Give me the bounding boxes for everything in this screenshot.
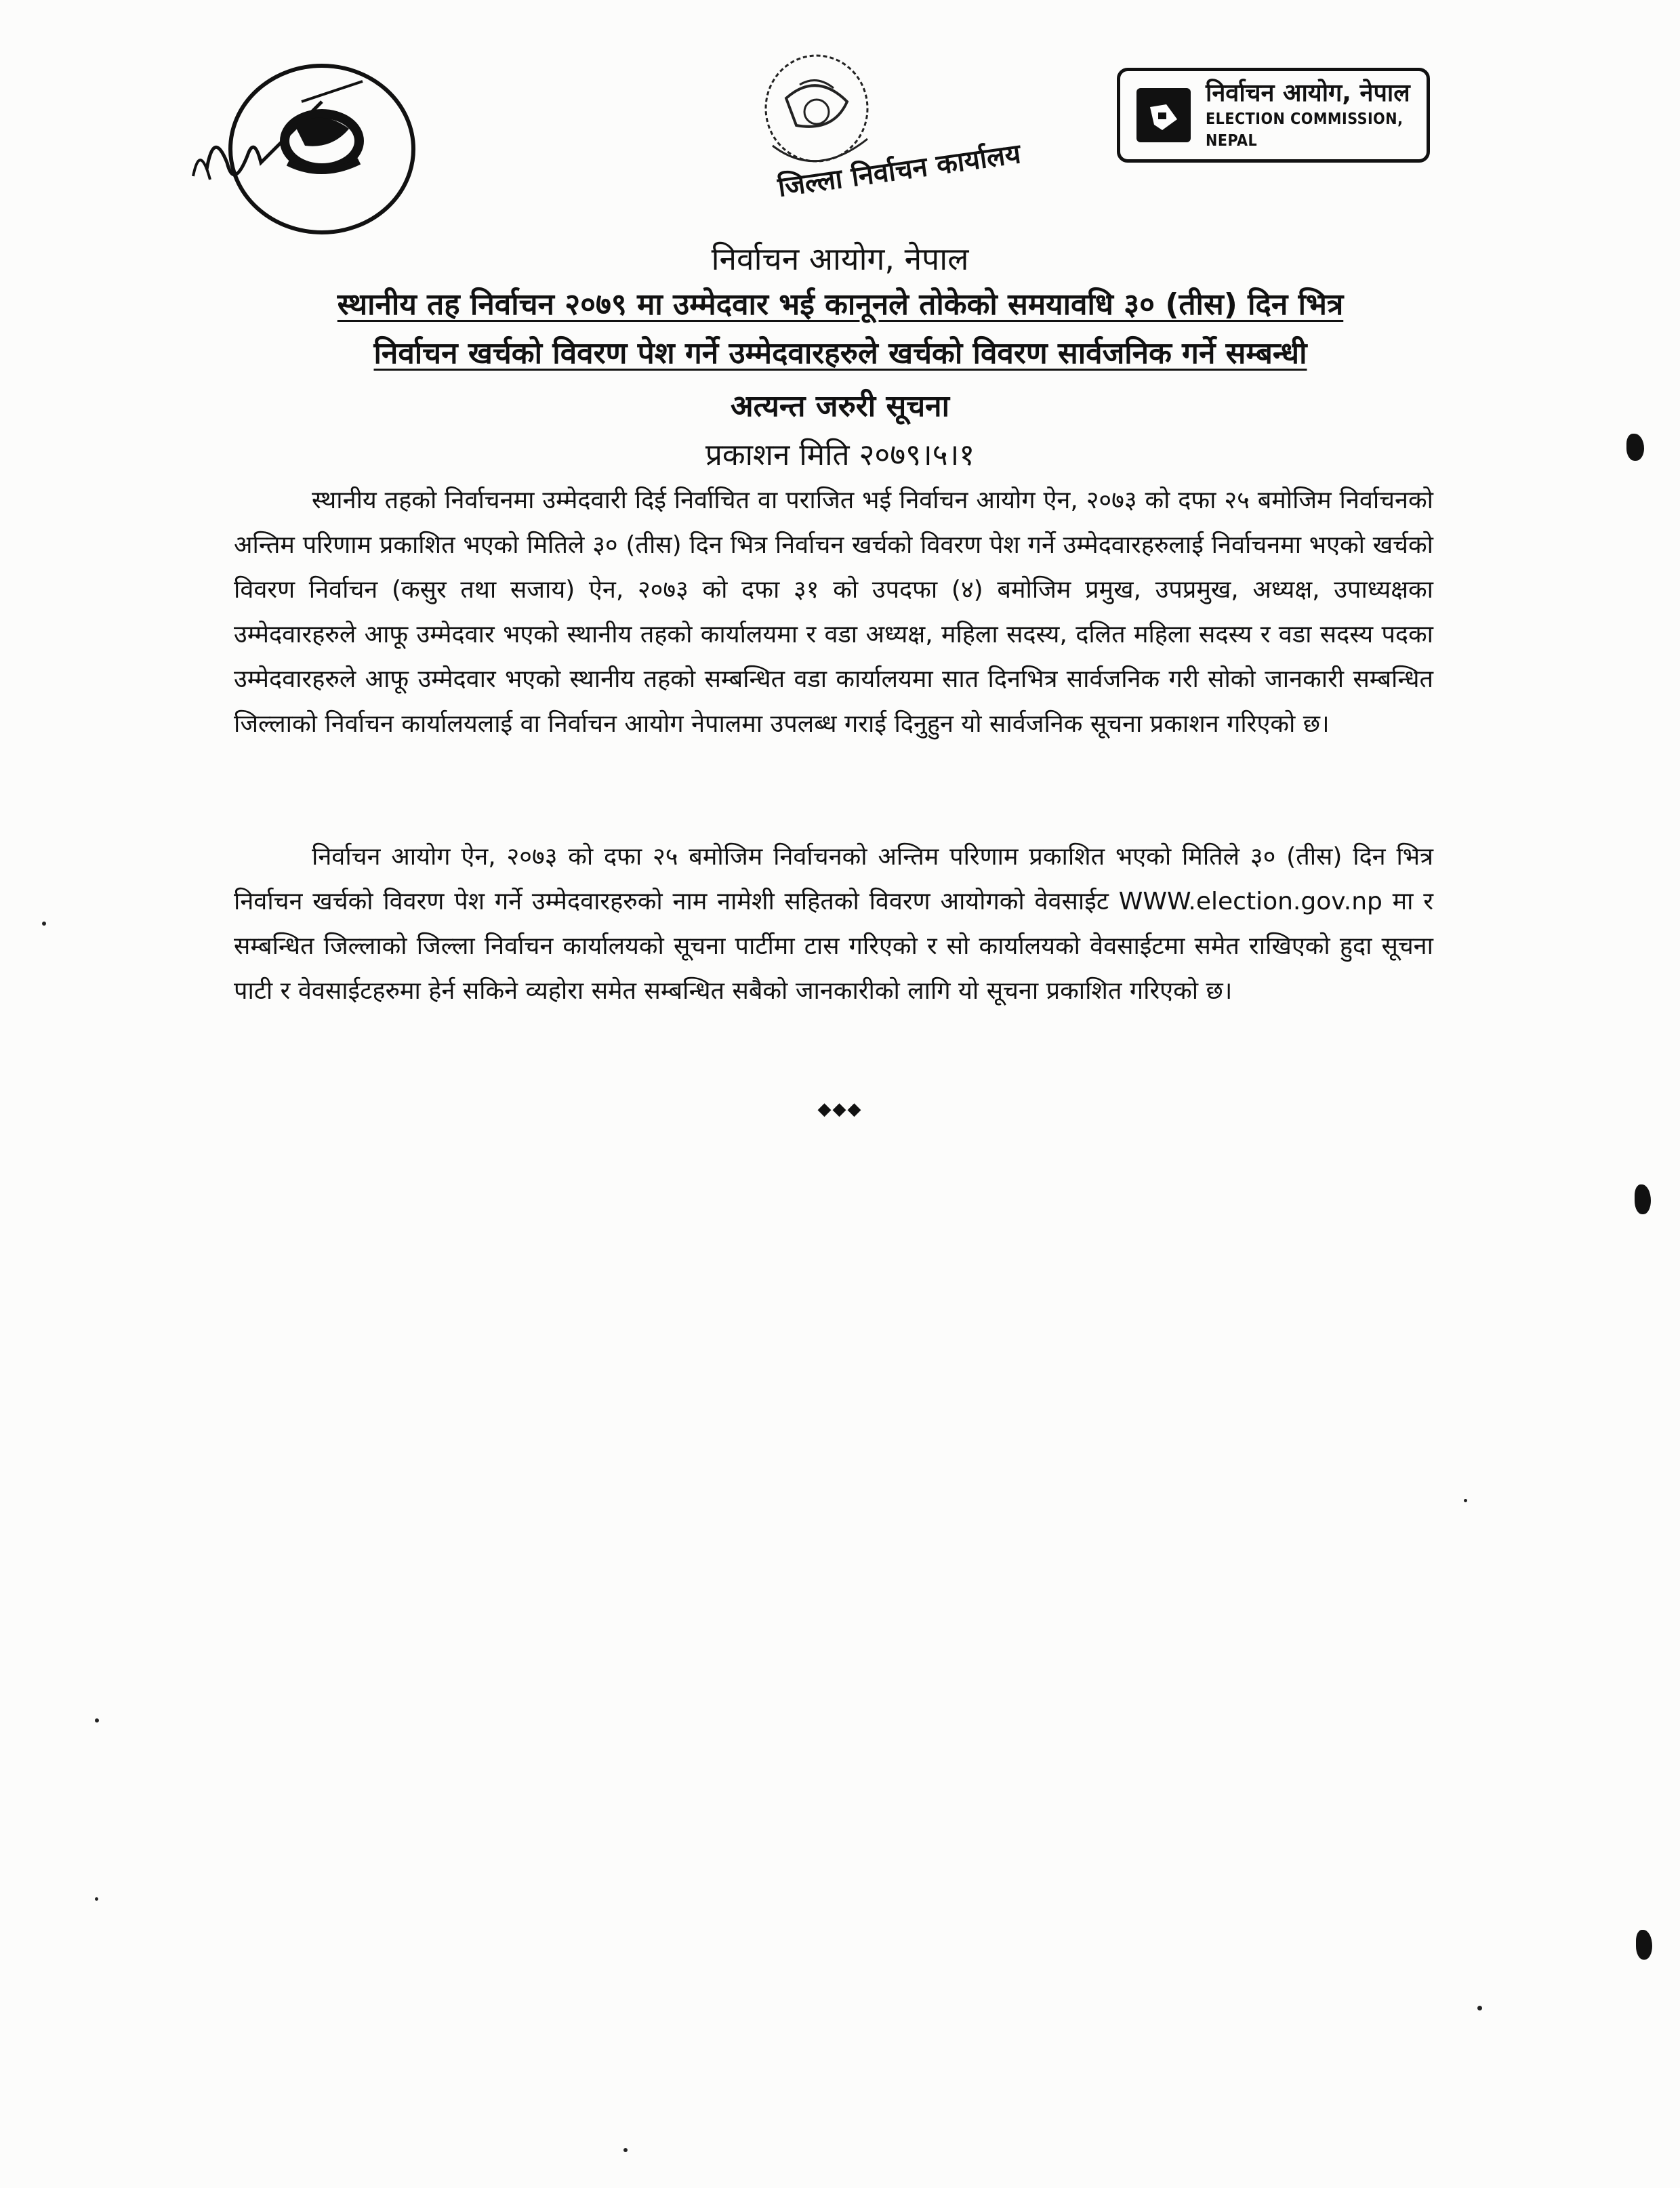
district-office-seal (732, 44, 1023, 241)
urgent-notice-heading: अत्यन्त जरुरी सूचना (730, 389, 950, 424)
scan-speck (42, 922, 46, 926)
scan-speck (95, 1718, 99, 1722)
scan-speck (1477, 2006, 1482, 2010)
ec-logo-icon (1136, 88, 1191, 142)
seal-text: जिल्ला निर्वाचन कार्यालय (775, 138, 1023, 203)
election-commission-logo (1117, 68, 1430, 163)
notice-paragraph-1: स्थानीय तहको निर्वाचनमा उम्मेदवारी दिई निर्वाचित वा पराजित भई निर्वाचन आयोग ऐन, २०७३ को दफा २५ बमोजिम निर्वाचनको अन्तिम परिणाम प्रकाशित भएको मितिले ३० (तीस) दिन भित्र निर्वाचन खर्चको विवरण पेश गर्ने उम्मेदवारहरुलाई निर्वाचनमा भएको खर्चको विवरण निर्वाचन (कसुर तथा सजाय) ऐन, २०७३ को दफा ३१ को उपदफा (४) बमोजिम प्रमुख, उपप्रमुख, अध्यक्ष, उपाध्यक्षका उम्मेदवारहरुले आफू उम्मेदवार भएको स्थानीय तहको कार्यालयमा र वडा अध्यक्ष, महिला सदस्य, दलित महिला सदस्य र वडा सदस्य पदका उम्मेदवारहरुले आफू उम्मेदवार भएको स्थानीय तहको सम्बन्धित वडा कार्यालयमा सात दिनभित्र सार्वजनिक गरी सोको जानकारी सम्बन्धित जिल्लाको निर्वाचन कार्यालयलाई वा निर्वाचन आयोग नेपालमा उपलब्ध गराई दिनुहुन यो सार्वजनिक सूचना प्रकाशन गरिएको छ। (234, 487, 1433, 738)
publication-date: प्रकाशन मिति २०७९।५।१ (705, 438, 975, 472)
scan-speck (623, 2148, 628, 2152)
office-seal-icon (732, 44, 1023, 241)
notice-subject-line-2: निर्वाचन खर्चको विवरण पेश गर्ने उम्मेदवारहरुले खर्चको विवरण सार्वजनिक गर्ने सम्बन्धी (373, 336, 1307, 371)
notice-paragraph-2: निर्वाचन आयोग ऐन, २०७३ को दफा २५ बमोजिम निर्वाचनको अन्तिम परिणाम प्रकाशित भएको मितिले ३० (तीस) दिन भित्र निर्वाचन खर्चको विवरण पेश गर्ने उम्मेदवारहरुको नाम नामेशी सहितको विवरण आयोगको वेवसाईट WWW.election.gov.np मा र सम्बन्धित जिल्लाको जिल्ला निर्वाचन कार्यालयको सूचना पार्टीमा टास गरिएको र सो कार्यालयको वेवसाईटमा समेत राखिएको हुदा सूचना पाटी र वेवसाईटहरुमा हेर्न सकिने व्यहोरा समेत सम्बन्धित सबैको जानकारीको लागि यो सूचना प्रकाशित गरिएको छ। (234, 843, 1433, 1005)
scan-edge-mark (1626, 434, 1644, 461)
scan-speck (1464, 1499, 1467, 1502)
logo-name-english: ELECTION COMMISSION, NEPAL (1206, 110, 1404, 150)
scan-speck (95, 1897, 98, 1901)
signature-seal-icon (186, 61, 417, 251)
organization-title: निर्वाचन आयोग, नेपाल (711, 241, 969, 277)
scan-edge-mark (1635, 1184, 1651, 1214)
scan-edge-mark (1636, 1930, 1652, 1960)
end-ornament: ◆◆◆ (817, 1099, 863, 1119)
round-seal-stamp (186, 61, 417, 251)
logo-name-nepali: निर्वाचन आयोग, नेपाल (1206, 79, 1410, 107)
notice-subject-line-1: स्थानीय तह निर्वाचन २०७९ मा उम्मेदवार भई कानूनले तोकेको समयावधि ३० (तीस) दिन भित्र (337, 287, 1344, 322)
